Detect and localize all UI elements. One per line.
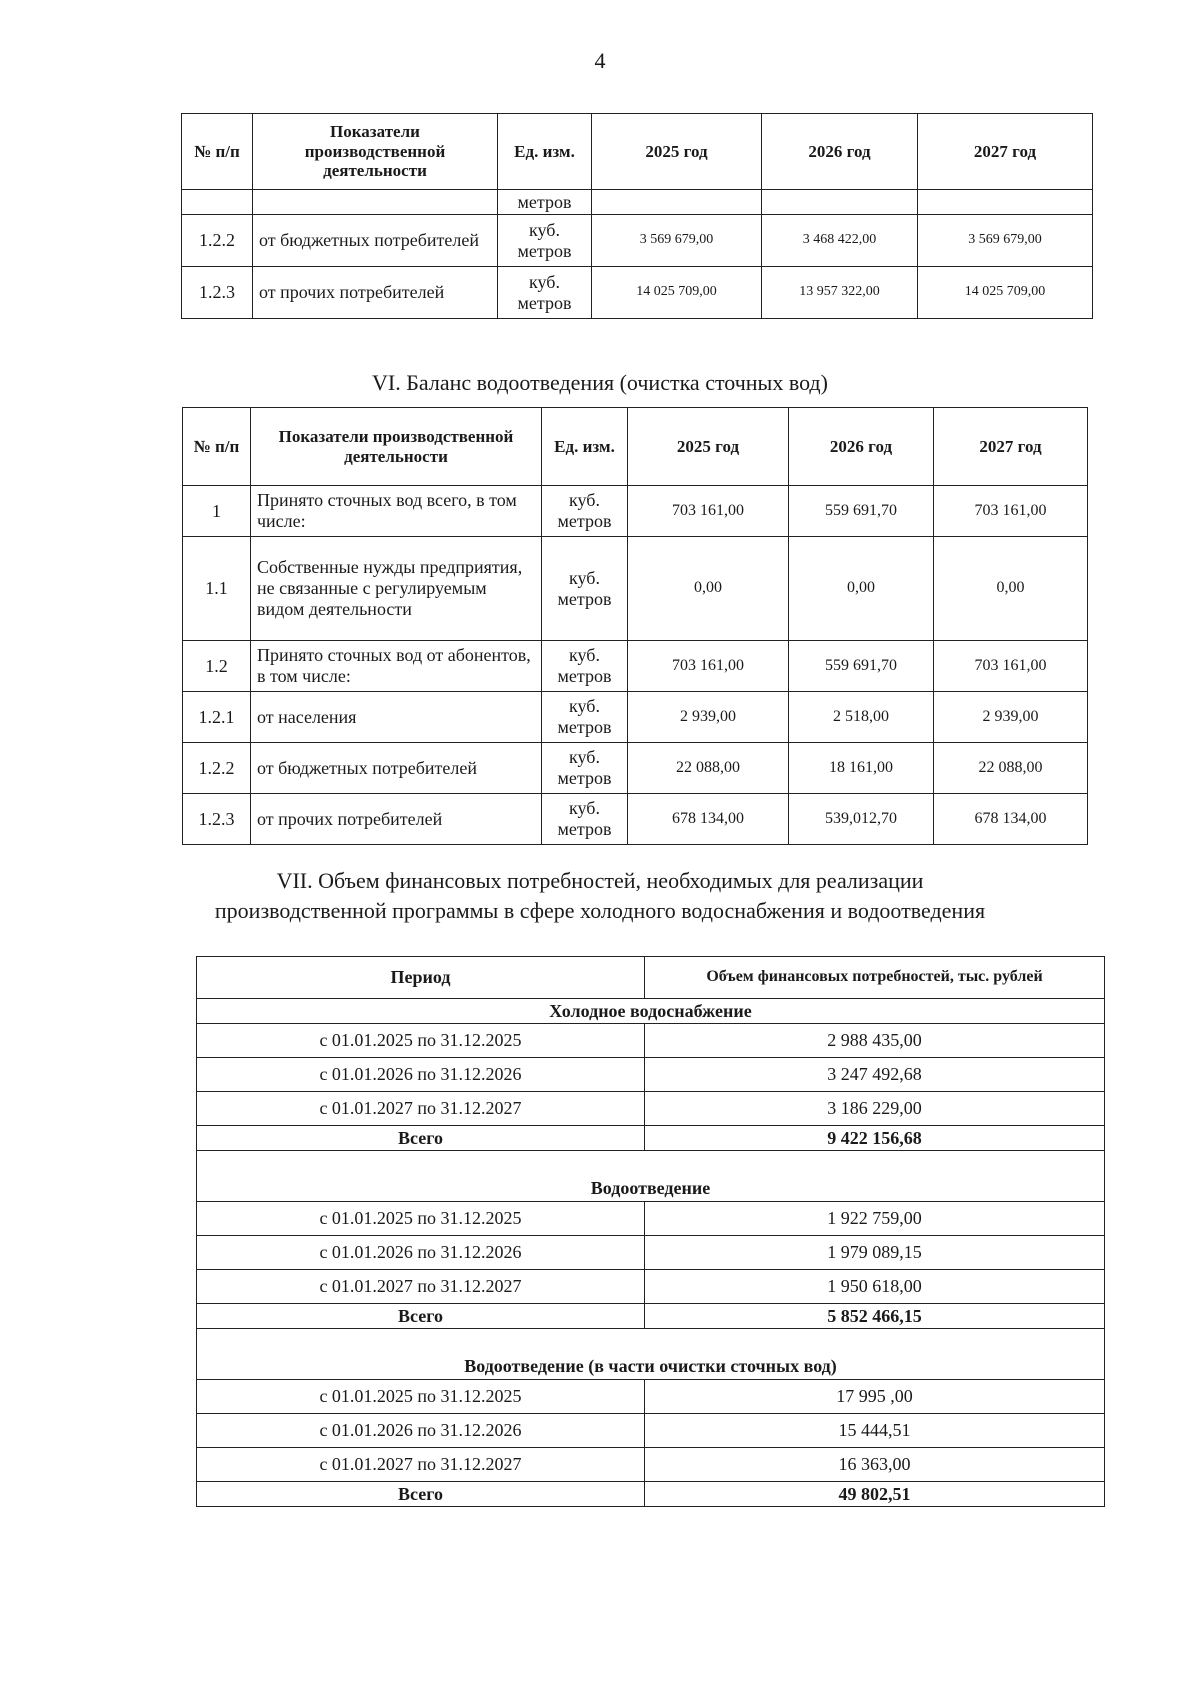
table-row: [183, 641, 1088, 692]
row-unit: куб. метров: [542, 641, 628, 692]
row-name: Собственные нужды предприятия, не связанные с регулируемым видом деятельности: [251, 537, 542, 641]
table-row: [183, 794, 1088, 845]
section-6-title: VI. Баланс водоотведения (очистка сточных вод): [372, 370, 828, 395]
row-num: 1.2.3: [182, 267, 253, 319]
value-cell: 16 363,00: [645, 1448, 1105, 1482]
row-2025: [592, 190, 762, 215]
group-title-row: [197, 999, 1105, 1024]
row-2027: 14 025 709,00: [918, 267, 1093, 319]
period-cell: с 01.01.2026 по 31.12.2026: [197, 1236, 645, 1270]
header-num: № п/п: [182, 114, 253, 190]
value-cell: 15 444,51: [645, 1414, 1105, 1448]
group-title-wastewater: Водоотведение: [197, 1151, 1105, 1202]
table-header-row: [182, 114, 1093, 190]
row-2027: 22 088,00: [934, 743, 1088, 794]
row-2027: 703 161,00: [934, 486, 1088, 537]
row-unit: куб. метров: [498, 267, 592, 319]
section-7-title: [0, 866, 1200, 925]
table-row: [183, 486, 1088, 537]
row-name: от населения: [251, 692, 542, 743]
table-row: [197, 1448, 1105, 1482]
period-cell: с 01.01.2027 по 31.12.2027: [197, 1448, 645, 1482]
row-unit: куб. метров: [542, 692, 628, 743]
water-supply-balance-table-continued: [181, 113, 1093, 319]
group-title-cold-water: Холодное водоснабжение: [197, 999, 1105, 1024]
row-2025: 2 939,00: [628, 692, 789, 743]
row-unit: куб. метров: [542, 743, 628, 794]
row-2025: 703 161,00: [628, 641, 789, 692]
table-row: [197, 1380, 1105, 1414]
table-row: [183, 692, 1088, 743]
table-row: [197, 1236, 1105, 1270]
header-2027: 2027 год: [934, 408, 1088, 486]
row-2026: 13 957 322,00: [762, 267, 918, 319]
table-row: [197, 1058, 1105, 1092]
row-2026: 0,00: [789, 537, 934, 641]
row-2025: 22 088,00: [628, 743, 789, 794]
table-row: [182, 190, 1093, 215]
header-2026: 2026 год: [762, 114, 918, 190]
table-row: [183, 537, 1088, 641]
row-2027: 3 569 679,00: [918, 215, 1093, 267]
header-num: № п/п: [183, 408, 251, 486]
total-value: 5 852 466,15: [645, 1304, 1105, 1329]
header-2025: 2025 год: [628, 408, 789, 486]
row-2025: 14 025 709,00: [592, 267, 762, 319]
row-num: 1.2: [183, 641, 251, 692]
table-header-row: [183, 408, 1088, 486]
row-2027: [918, 190, 1093, 215]
financial-needs-table: [196, 956, 1105, 1507]
section-7-title-line-2: производственной программы в сфере холодного водоснабжения и водоотведения: [214, 897, 986, 923]
period-cell: с 01.01.2026 по 31.12.2026: [197, 1414, 645, 1448]
row-2025: 678 134,00: [628, 794, 789, 845]
header-volume: Объем финансовых потребностей, тыс. рублей: [645, 957, 1105, 999]
row-2027: 0,00: [934, 537, 1088, 641]
value-cell: 17 995 ,00: [645, 1380, 1105, 1414]
header-indicator: Показатели производственной деятельности: [251, 408, 542, 486]
total-label: Всего: [197, 1482, 645, 1507]
row-2026: [762, 190, 918, 215]
period-cell: с 01.01.2025 по 31.12.2025: [197, 1380, 645, 1414]
table-row: [197, 1202, 1105, 1236]
row-2026: 559 691,70: [789, 486, 934, 537]
row-2025: 3 569 679,00: [592, 215, 762, 267]
row-2027: 2 939,00: [934, 692, 1088, 743]
row-name: Принято сточных вод всего, в том числе:: [251, 486, 542, 537]
row-unit: куб. метров: [542, 794, 628, 845]
total-label: Всего: [197, 1126, 645, 1151]
value-cell: 1 922 759,00: [645, 1202, 1105, 1236]
value-cell: 3 247 492,68: [645, 1058, 1105, 1092]
row-num: 1.2.3: [183, 794, 251, 845]
header-period: Период: [197, 957, 645, 999]
total-label: Всего: [197, 1304, 645, 1329]
header-2025: 2025 год: [592, 114, 762, 190]
row-name: от прочих потребителей: [253, 267, 498, 319]
period-cell: с 01.01.2027 по 31.12.2027: [197, 1270, 645, 1304]
row-name: [253, 190, 498, 215]
row-name: от прочих потребителей: [251, 794, 542, 845]
value-cell: 2 988 435,00: [645, 1024, 1105, 1058]
wastewater-balance-table: [182, 407, 1088, 845]
table-header-row: [197, 957, 1105, 999]
row-num: [182, 190, 253, 215]
total-row: [197, 1482, 1105, 1507]
value-cell: 3 186 229,00: [645, 1092, 1105, 1126]
row-num: 1: [183, 486, 251, 537]
row-num: 1.2.2: [182, 215, 253, 267]
row-unit: куб. метров: [498, 215, 592, 267]
header-indicator: Показатели производственной деятельности: [253, 114, 498, 190]
row-2027: 678 134,00: [934, 794, 1088, 845]
row-unit: метров: [498, 190, 592, 215]
table-row: [197, 1270, 1105, 1304]
period-cell: с 01.01.2025 по 31.12.2025: [197, 1024, 645, 1058]
period-cell: с 01.01.2026 по 31.12.2026: [197, 1058, 645, 1092]
period-cell: с 01.01.2025 по 31.12.2025: [197, 1202, 645, 1236]
total-value: 9 422 156,68: [645, 1126, 1105, 1151]
row-2025: 0,00: [628, 537, 789, 641]
total-value: 49 802,51: [645, 1482, 1105, 1507]
header-2026: 2026 год: [789, 408, 934, 486]
value-cell: 1 950 618,00: [645, 1270, 1105, 1304]
row-name: от бюджетных потребителей: [251, 743, 542, 794]
group-title-row: [197, 1329, 1105, 1380]
row-2026: 539,012,70: [789, 794, 934, 845]
row-2027: 703 161,00: [934, 641, 1088, 692]
header-unit: Ед. изм.: [542, 408, 628, 486]
row-num: 1.2.2: [183, 743, 251, 794]
table-row: [183, 743, 1088, 794]
group-title-row: [197, 1151, 1105, 1202]
row-2026: 3 468 422,00: [762, 215, 918, 267]
header-unit: Ед. изм.: [498, 114, 592, 190]
value-cell: 1 979 089,15: [645, 1236, 1105, 1270]
table-row: [197, 1024, 1105, 1058]
row-unit: куб. метров: [542, 537, 628, 641]
total-row: [197, 1126, 1105, 1151]
row-name: от бюджетных потребителей: [253, 215, 498, 267]
total-row: [197, 1304, 1105, 1329]
period-cell: с 01.01.2027 по 31.12.2027: [197, 1092, 645, 1126]
table-row: [182, 267, 1093, 319]
row-num: 1.2.1: [183, 692, 251, 743]
row-2026: 2 518,00: [789, 692, 934, 743]
table-row: [197, 1092, 1105, 1126]
row-2025: 703 161,00: [628, 486, 789, 537]
page-number: 4: [594, 48, 606, 73]
row-num: 1.1: [183, 537, 251, 641]
row-name: Принято сточных вод от абонентов, в том числе:: [251, 641, 542, 692]
table-row: [197, 1414, 1105, 1448]
group-title-wastewater-treatment: Водоотведение (в части очистки сточных вод): [197, 1329, 1105, 1380]
row-2026: 18 161,00: [789, 743, 934, 794]
section-7-title-line-1: VII. Объем финансовых потребностей, необходимых для реализации: [276, 868, 924, 893]
row-2026: 559 691,70: [789, 641, 934, 692]
table-row: [182, 215, 1093, 267]
header-2027: 2027 год: [918, 114, 1093, 190]
row-unit: куб. метров: [542, 486, 628, 537]
